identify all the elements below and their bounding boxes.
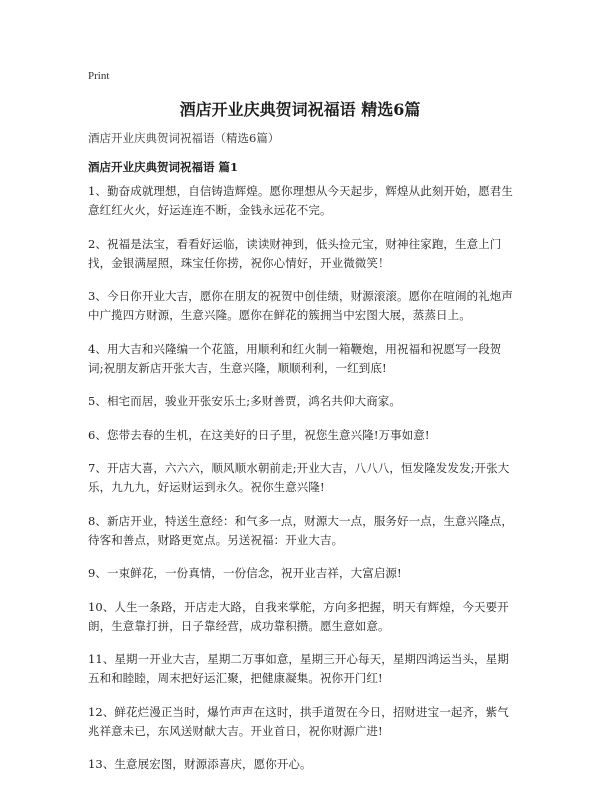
greeting-item: 3、今日你开业大吉，愿你在朋友的祝贺中创佳绩，财源滚滚。愿你在喧闹的礼炮声中广揽四方财源，生意兴隆。愿你在鲜花的簇拥当中宏图大展，蒸蒸日上。 [88,289,514,322]
greeting-item: 12、鲜花烂漫正当时，爆竹声声在这时，拱手道贺在今日，招财进宝一起齐，紫气兆祥意未已，东风送财献大吉。开业首日，祝你财源广进! [88,704,509,738]
greeting-item: 10、人生一条路，开店走大路，自我来掌舵，方向多把握，明天有辉煌，今天要开朗，生意靠打拼，日子靠经营，成功靠积攒。愿生意如意。 [88,599,509,633]
greeting-item: 9、一束鲜花，一份真情，一份信念，祝开业吉祥，大富启源! [88,566,402,580]
greeting-item: 13、生意展宏图，财源添喜庆，愿你开心。 [88,757,312,771]
greeting-item: 4、用大吉和兴隆编一个花篮，用顺利和红火制一箱鞭炮，用祝福和祝愿写一段贺词;祝朋友新店开张大吉，生意兴隆，顺顺利利，一红到底! [88,341,502,375]
page-title: 酒店开业庆典贺词祝福语 精选6篇 [179,100,421,119]
greeting-item: 5、相宅而居，骏业开张安乐土;多财善贾，鸿名共仰大商家。 [88,394,401,408]
greeting-item: 11、星期一开业大吉，星期二万事如意，星期三开心每天，星期四鸿运当头，星期五和和睦睦，周末把好运汇聚，把健康凝集。祝你开门红! [88,652,509,685]
greeting-item: 1、勤奋成就理想，自信铸造辉煌。愿你理想从今天起步，辉煌从此刻开始，愿君生意红红火火，好运连连不断，金钱永远花不完。 [88,184,514,217]
section-heading: 酒店开业庆典贺词祝福语 篇1 [88,160,239,174]
greeting-item: 2、祝福是法宝，看看好运临，读读财神到，低头捡元宝，财神往家跑，生意上门找，金银满屋照，珠宝任你捞，祝你心情好，开业微微笑！ [88,236,502,270]
greeting-list [88,182,516,789]
document-subtitle: 酒店开业庆典贺词祝福语（精选6篇） [88,131,280,145]
greeting-item: 7、开店大喜，六六六，顺风顺水朝前走;开业大吉，八八八，恒发隆发发发;开张大乐，九九九，好运财运到永久。祝你生意兴隆! [88,461,510,494]
print-link[interactable]: Print [88,70,110,82]
greeting-item: 8、新店开业，特送生意经：和气多一点，财源大一点，服务好一点，生意兴隆点，待客和善点，财路更宽点。另送祝福：开业大吉。 [88,513,514,547]
greeting-item: 6、您带去春的生机，在这美好的日子里，祝您生意兴隆!万事如意! [88,427,430,442]
